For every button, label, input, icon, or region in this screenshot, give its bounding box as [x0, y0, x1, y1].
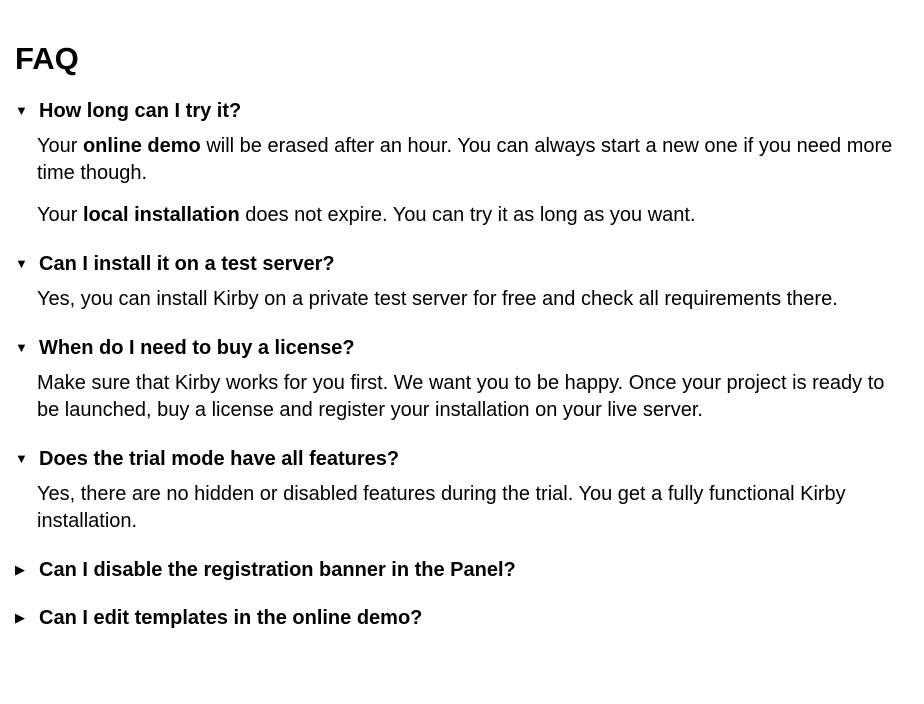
disclosure-right-icon: ▶	[15, 610, 25, 625]
page-title: FAQ	[15, 41, 79, 76]
faq-item	[15, 97, 924, 229]
faq-answer-paragraph: Yes, you can install Kirby on a private test server for free and check all requirements there.	[37, 288, 838, 310]
faq-question-toggle[interactable]	[15, 334, 924, 362]
faq-answer-paragraph: Your local installation does not expire. You can try it as long as you want.	[37, 204, 696, 226]
faq-item	[15, 445, 924, 535]
faq-question-toggle[interactable]	[15, 604, 924, 632]
faq-question-label: Does the trial mode have all features?	[39, 448, 400, 470]
faq-question-toggle[interactable]	[15, 445, 924, 473]
faq-answer	[15, 481, 907, 535]
faq-item	[15, 604, 924, 632]
faq-question-label: Can I install it on a test server?	[39, 253, 335, 275]
faq-answer-paragraph: Your online demo will be erased after an hour. You can always start a new one if you need more time though.	[37, 135, 893, 184]
disclosure-down-icon: ▼	[15, 451, 28, 466]
faq-question-label: Can I disable the registration banner in the Panel?	[39, 559, 516, 581]
emphasis-text: local installation	[82, 204, 240, 226]
faq-question-label: When do I need to buy a license?	[39, 337, 355, 359]
emphasis-text: online demo	[82, 135, 201, 157]
faq-item	[15, 556, 924, 584]
faq-answer	[15, 133, 907, 229]
faq-question-toggle[interactable]	[15, 556, 924, 584]
disclosure-right-icon: ▶	[15, 562, 25, 577]
faq-item	[15, 334, 924, 424]
faq-answer	[15, 370, 907, 424]
disclosure-down-icon: ▼	[15, 256, 28, 271]
disclosure-down-icon: ▼	[15, 103, 28, 118]
faq-answer	[15, 286, 907, 313]
faq-question-toggle[interactable]	[15, 250, 924, 278]
faq-question-label: Can I edit templates in the online demo?	[39, 607, 423, 629]
faq-answer-paragraph: Make sure that Kirby works for you first. We want you to be happy. Once your project is ready to be launched, buy a license and register your installation on your live server.	[37, 372, 885, 421]
faq-item	[15, 250, 924, 313]
faq-answer-paragraph: Yes, there are no hidden or disabled features during the trial. You get a fully functional Kirby installation.	[37, 483, 846, 532]
faq-question-toggle[interactable]	[15, 97, 924, 125]
faq-question-label: How long can I try it?	[39, 100, 242, 122]
disclosure-down-icon: ▼	[15, 340, 28, 355]
